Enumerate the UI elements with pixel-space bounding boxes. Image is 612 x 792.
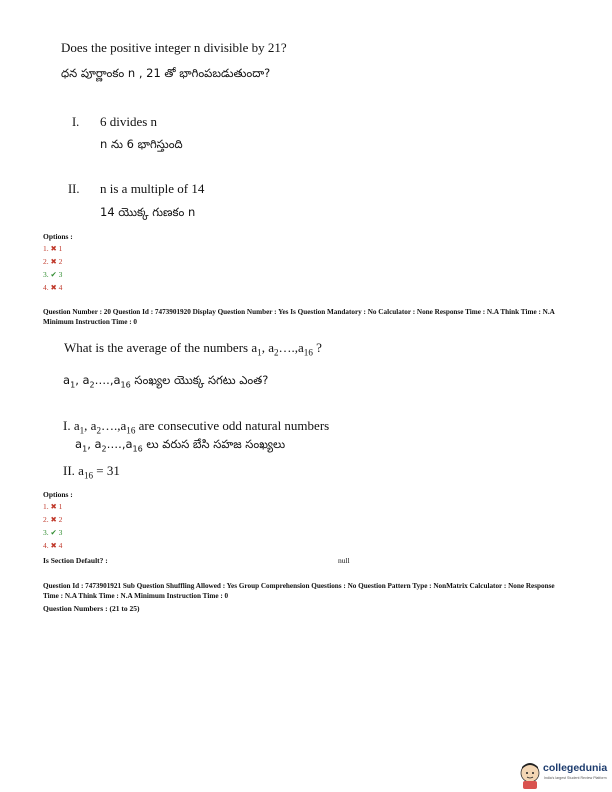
options-label: Options : [43, 490, 73, 499]
option-item: 2. ✖ 2 [43, 257, 63, 266]
wrong-mark-icon: ✖ [50, 502, 57, 511]
section-default-value: null [338, 556, 350, 565]
option-item-correct: 3. ✔ 3 [43, 270, 63, 279]
question-meta: Question Id : 7473901921 Sub Question Shuffling Allowed : Yes Group Comprehension Questions : No Question Pattern Type : NonMatrix Calculator : None Response Time : N.A Think Time : N.A Minimum Instruction Time : 0 [43, 582, 555, 600]
check-mark-icon: ✔ [50, 270, 57, 279]
statement-te: n ను 6 భాగిస్తుంది [100, 137, 183, 151]
statement-en: 6 divides n [100, 114, 158, 129]
option-item: 4. ✖ 4 [43, 283, 63, 292]
statement-number: II. [68, 182, 80, 196]
question-text-en: Does the positive integer n divisible by 21? [61, 40, 287, 55]
option-item-correct: 3. ✔ 3 [43, 528, 63, 537]
statement-en: I. $a_1$, $a_2\dots.,a_{16}$ are consecutive odd natural numbers [63, 418, 330, 436]
logo-name: collegedunia [543, 762, 608, 774]
statement-en: n is a multiple of 14 [100, 181, 205, 196]
option-item: 2. ✖ 2 [43, 515, 63, 524]
question-meta: Question Number : 20 Question Id : 7473901920 Display Question Number : Yes Is Question Mandatory : No Calculator : None Response Time : N.A Think Time : N.A Minimum Instruction Time : 0 [43, 308, 555, 326]
statement-en: II. $a_{16} = 31$ [63, 463, 120, 481]
wrong-mark-icon: ✖ [50, 541, 57, 550]
question-text-en: What is the average of the numbers $a_1$, $a_2\dots.,a_{16}$ ? [64, 340, 322, 358]
question-text-te: ధన పూర్ణాంకం n , 21 తో భాగింపబడుతుందా? [61, 66, 271, 80]
wrong-mark-icon: ✖ [50, 515, 57, 524]
wrong-mark-icon: ✖ [50, 257, 57, 266]
check-mark-icon: ✔ [50, 528, 57, 537]
wrong-mark-icon: ✖ [50, 244, 57, 253]
option-item: 1. ✖ 1 [43, 244, 63, 253]
section-default-label: Is Section Default? : [43, 556, 108, 565]
option-item: 4. ✖ 4 [43, 541, 63, 550]
options-label: Options : [43, 232, 73, 241]
question-text-te: $a_1$, $a_2\dots.,a_{16}$ సంఖ్యల యొక్క సగటు ఎంత? [63, 373, 269, 390]
question-numbers: Question Numbers : (21 to 25) [43, 604, 140, 613]
statement-number: I. [72, 115, 80, 129]
statement-te: $a_1$, $a_2\dots.,a_{16}$ లు వరుస బేసి సహజ సంఖ్యలు [75, 437, 286, 454]
option-item: 1. ✖ 1 [43, 502, 63, 511]
statement-te: 14 యొక్క గుణకం n [100, 205, 196, 219]
logo-tagline: India's largest Student Review Platform [544, 776, 607, 780]
wrong-mark-icon: ✖ [50, 283, 57, 292]
